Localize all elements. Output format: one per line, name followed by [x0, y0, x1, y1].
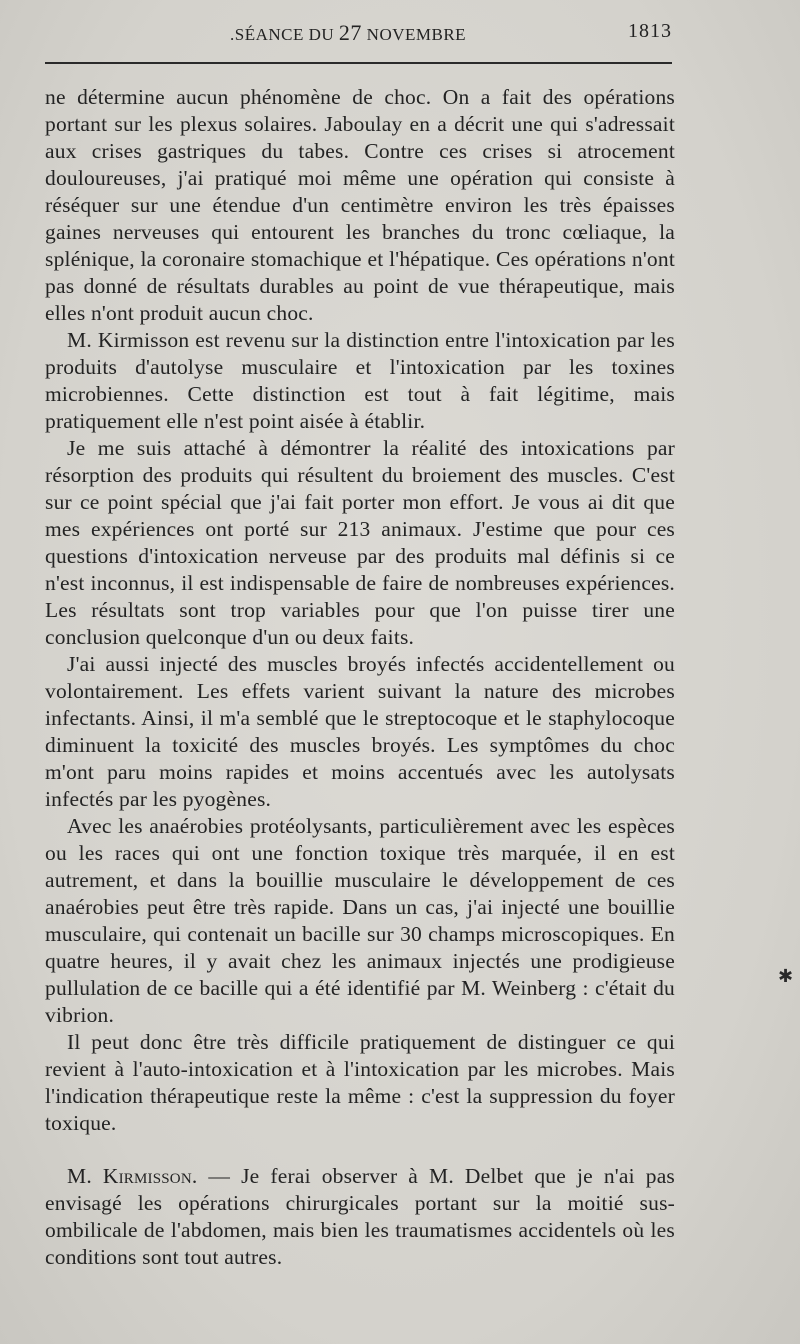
paragraph: Avec les anaérobies protéolysants, particulièrement avec les espèces ou les races qui ont une fonction toxique très marquée, il en est autrement, et dans la bouillie musculaire le développement de ces anaérobies peut être très rapide. Dans un cas, j'ai injecté une bouillie musculaire, qui contenait un bacille sur 30 champs microscopiques. En quatre heures, il y avait chez les animaux injectés une prodigieuse pullulation de ce bacille qui a été identifié par M. Weinberg : c'était du vibrion. [45, 814, 675, 1027]
running-title-month: NOVEMBRE [361, 25, 467, 44]
paragraph: Je me suis attaché à démontrer la réalité des intoxications par résorption des produits qui résultent du broiement des muscles. C'est sur ce point spécial que j'ai fait porter mon effort. Je vous ai dit que mes expériences ont porté sur 213 animaux. J'estime que pour ces questions d'intoxication nerveuse par des produits mal définis si ce n'est inconnus, il est indispensable de faire de nombreuses expériences. Les résultats sont trop variables pour que l'on puisse tirer une conclusion quelconque d'un ou deux faits. [45, 436, 675, 649]
page-number: 1813 [628, 20, 672, 42]
paragraph: M. Kirmisson est revenu sur la distinction entre l'intoxication par les produits d'autolyse musculaire et l'intoxication par les toxines microbiennes. Cette distinction est tout à fait légitime, mais pratiquement elle n'est point aisée à établir. [45, 328, 675, 433]
running-title-prefix: .SÉANCE DU [230, 25, 339, 44]
reply-paragraph [45, 1163, 675, 1271]
header-rule [45, 62, 672, 64]
paragraph: Il peut donc être très difficile pratiquement de distinguer ce qui revient à l'auto-intoxication et à l'intoxication par les microbes. Mais l'indication thérapeutique reste la même : c'est la suppression du foyer toxique. [45, 1030, 675, 1135]
running-title [230, 20, 466, 46]
body-text [45, 84, 675, 1271]
paragraph: ne détermine aucun phénomène de choc. On a fait des opérations portant sur les plexus solaires. Jaboulay en a décrit une qui s'adressait aux crises gastriques du tabes. Contre ces crises si atrocement douloureuses, j'ai pratiqué moi même une opération qui consiste à réséquer sur une étendue d'un centimètre environ les très épaisses gaines nerveuses qui entourent les branches du tronc cœliaque, la splénique, la coronaire stomachique et l'hépatique. Ces opérations n'ont pas donné de résultats durables au point de vue thérapeutique, mais elles n'ont produit aucun choc. [45, 85, 675, 325]
running-title-day: 27 [338, 20, 362, 45]
page-header [45, 20, 672, 44]
reply-speaker-name: Kirmisson [102, 1164, 192, 1188]
section-gap [45, 1137, 675, 1163]
margin-mark-icon: ✱ [778, 966, 794, 986]
paragraph: J'ai aussi injecté des muscles broyés infectés accidentellement ou volontairement. Les effets varient suivant la nature des microbes infectants. Ainsi, il m'a semblé que le streptocoque et le staphylocoque diminuent la toxicité des muscles broyés. Les symptômes du choc m'ont paru moins rapides et moins accentués avec les autolysats infectés par les pyogènes. [45, 652, 675, 811]
reply-speaker-prefix: M. [67, 1164, 103, 1188]
reply-text: . — Je ferai observer à M. Delbet que je n'ai pas envisagé les opérations chirurgicales portant sur la moitié sus-ombilicale de l'abdomen, mais bien les traumatismes accidentels où les conditions sont tout autres. [45, 1164, 675, 1269]
